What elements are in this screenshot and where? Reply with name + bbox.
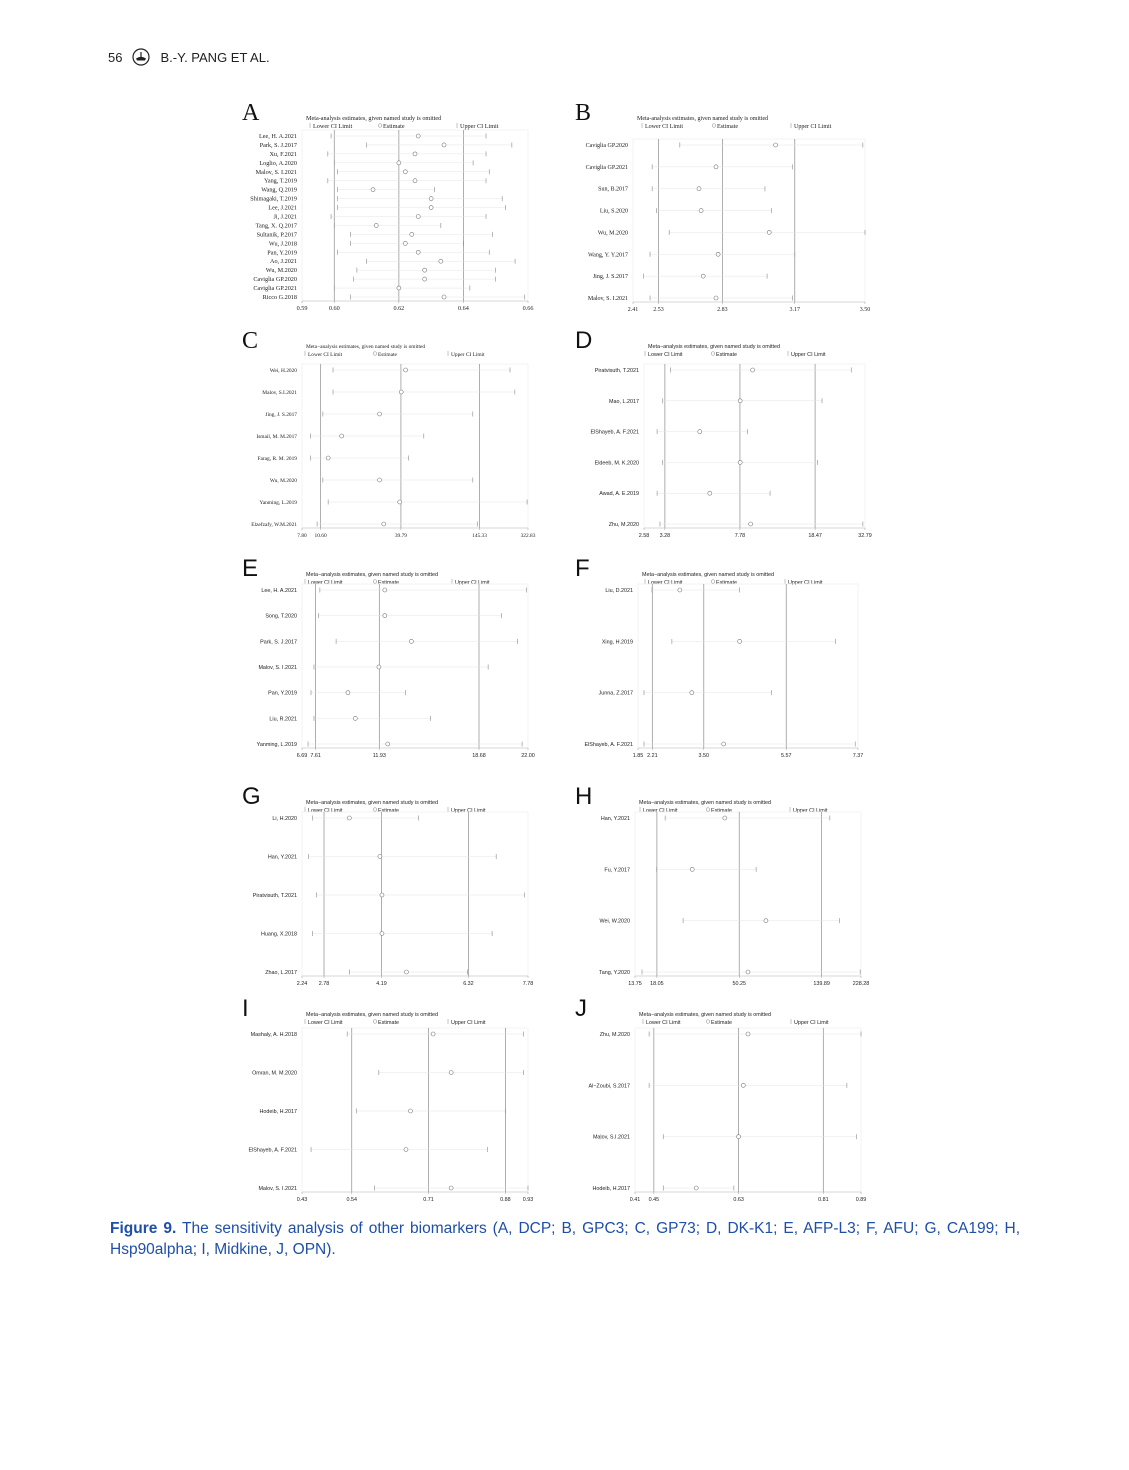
x-tick-label: 2.83	[717, 307, 728, 313]
x-tick-label: 0.81	[818, 1197, 829, 1203]
study-label: Wei, H.2020	[269, 368, 297, 374]
estimate-point	[690, 691, 694, 695]
study-label: Wu, M.2020	[265, 267, 297, 275]
running-header	[108, 47, 270, 67]
x-tick-label: 11.93	[372, 753, 386, 759]
study-label: Wei, W.2020	[599, 918, 630, 925]
study-label: Jing, J. S.2017	[592, 274, 628, 281]
study-label: Lee, H. A.2021	[259, 133, 297, 140]
estimate-point	[751, 368, 755, 372]
study-label: Wang, Q.2019	[261, 186, 297, 194]
figure-caption-text: The sensitivity analysis of other biomarkers (A, DCP; B, GPC3; C, GP73; D, DK-K1; E, AFP-L3; F, AFU; G, CA199; H, Hsp90alpha; I, Midkine, J, OPN).	[110, 1220, 1020, 1258]
legend-label: Lower CI Limit	[646, 1020, 681, 1026]
x-tick-label: 7.78	[522, 981, 534, 987]
study-label: Malov, S. I.2021	[258, 1186, 297, 1192]
x-tick-label: 0.54	[346, 1197, 357, 1203]
estimate-point	[746, 1032, 750, 1036]
x-tick-label: 322.83	[520, 533, 536, 539]
estimate-point	[439, 259, 443, 263]
estimate-point	[737, 1135, 741, 1139]
study-label: Yang, T.2019	[263, 177, 297, 185]
panel-title: Meta−analysis estimates, given named study is omitted	[306, 572, 438, 578]
legend-label: Lower CI Limit	[308, 1020, 343, 1026]
study-label: Malov, S. I.2021	[258, 665, 297, 671]
x-tick-label: 2.53	[653, 307, 664, 313]
panel-F	[563, 548, 883, 770]
study-label: Wu, M.2020	[597, 230, 628, 237]
estimate-legend-icon	[373, 808, 377, 812]
legend-label: Upper CI Limit	[460, 123, 499, 130]
study-label: Wu, J.2018	[268, 240, 297, 248]
estimate-point	[416, 215, 420, 219]
estimate-point	[764, 919, 768, 923]
x-tick-label: 10.60	[314, 533, 327, 539]
panel-H	[563, 776, 883, 998]
estimate-point	[698, 430, 702, 434]
x-tick-label: 39.79	[394, 533, 407, 539]
panel-title: Meta−analysis estimates, given named study is omitted	[639, 800, 771, 806]
study-label: Sultanik, P.2017	[256, 231, 297, 239]
plot-frame	[644, 364, 865, 528]
legend-label: Estimate	[383, 123, 405, 130]
estimate-point	[380, 932, 384, 936]
study-label: Han, Y.2021	[600, 816, 630, 822]
estimate-point	[749, 522, 753, 526]
estimate-point	[431, 1032, 435, 1036]
study-label: Jing, J. S.2017	[265, 412, 297, 418]
x-tick-label: 3.50	[698, 753, 710, 759]
study-label: Ricco G.2018	[262, 294, 297, 301]
x-tick-label: 0.66	[522, 305, 534, 312]
study-label: Wu, M.2020	[269, 478, 297, 484]
estimate-point	[409, 639, 413, 643]
study-label: Loglio, A.2020	[259, 159, 297, 167]
figure-caption-label: Figure 9.	[110, 1220, 177, 1237]
legend-label: Lower CI Limit	[313, 123, 353, 130]
estimate-point	[326, 456, 330, 460]
study-label: Zhu, M.2020	[599, 1032, 630, 1038]
estimate-point	[423, 277, 427, 281]
study-label: Ji, J.2021	[273, 213, 297, 221]
x-tick-label: 32.79	[858, 533, 872, 539]
legend-label: Upper CI Limit	[451, 352, 485, 358]
estimate-point	[413, 179, 417, 183]
plot-frame	[635, 1028, 861, 1192]
estimate-legend-icon	[711, 580, 715, 584]
x-tick-label: 3.17	[789, 307, 801, 313]
study-label: Malov, S. I.2021	[587, 296, 628, 302]
panel-B	[563, 92, 883, 314]
panel-letter: G	[242, 783, 261, 810]
study-label: Al−Zoubi, S.2017	[588, 1083, 630, 1090]
plot-frame	[302, 364, 528, 528]
panel-letter: E	[242, 555, 259, 582]
study-label: Malov, S.I.2021	[262, 390, 297, 396]
estimate-point	[347, 816, 351, 820]
study-label: Fu, Y.2017	[604, 867, 630, 874]
study-label: Shimagaki, T.2019	[250, 195, 297, 203]
estimate-point	[442, 143, 446, 147]
x-tick-label: 18.05	[650, 981, 664, 987]
estimate-point	[404, 1148, 408, 1152]
plot-frame	[633, 139, 865, 302]
study-label: Zhu, M.2020	[608, 522, 639, 528]
estimate-point	[410, 232, 414, 236]
study-label: Park, S. J.2017	[260, 639, 297, 646]
x-tick-label: 2.58	[638, 533, 650, 539]
x-tick-label: 18.47	[808, 533, 822, 539]
x-tick-label: 2.24	[296, 981, 308, 987]
estimate-point	[714, 296, 718, 300]
estimate-point	[442, 295, 446, 299]
panel-J	[563, 988, 883, 1210]
study-label: Caviglia GP.2021	[585, 164, 628, 171]
study-label: Farag, R. M. 2019	[257, 456, 297, 462]
estimate-point	[382, 522, 386, 526]
legend-label: Upper CI Limit	[451, 808, 486, 814]
panel-D	[563, 320, 883, 542]
study-label: Park, S. J.2017	[259, 141, 297, 149]
estimate-point	[429, 197, 433, 201]
legend-label: Estimate	[711, 808, 732, 814]
study-label: Piratvisuth, T.2021	[594, 368, 639, 374]
estimate-point	[416, 134, 420, 138]
estimate-point	[408, 1109, 412, 1113]
estimate-point	[694, 1186, 698, 1190]
figure-9	[230, 92, 900, 1210]
estimate-point	[699, 209, 703, 213]
panel-title: Meta-analysis estimates, given named study is omitted	[637, 116, 769, 122]
estimate-point	[397, 286, 401, 290]
x-tick-label: 7.80	[297, 533, 307, 539]
estimate-point	[383, 614, 387, 618]
study-label: Song, T.2020	[265, 613, 297, 620]
estimate-point	[371, 188, 375, 192]
x-tick-label: 0.88	[500, 1197, 511, 1203]
estimate-point	[398, 500, 402, 504]
panel-letter: F	[575, 555, 590, 582]
x-tick-label: 7.78	[734, 533, 746, 539]
x-tick-label: 6.69	[296, 753, 308, 759]
estimate-legend-icon	[373, 1020, 377, 1024]
study-label: Mashaly, A. H.2018	[250, 1032, 297, 1038]
estimate-point	[449, 1071, 453, 1075]
study-label: ElShayeb, A. F.2021	[248, 1147, 297, 1154]
estimate-point	[690, 867, 694, 871]
x-tick-label: 2.41	[627, 307, 639, 313]
publisher-logo-icon	[132, 48, 150, 66]
estimate-legend-icon	[711, 352, 715, 356]
panel-E	[230, 548, 540, 770]
estimate-point	[697, 187, 701, 191]
x-tick-label: 0.63	[733, 1197, 744, 1203]
plot-frame	[302, 1028, 528, 1192]
plot-frame	[635, 812, 861, 976]
x-tick-label: 0.43	[296, 1197, 308, 1203]
legend-label: Upper CI Limit	[793, 808, 828, 814]
panel-letter: A	[242, 100, 260, 126]
x-tick-label: 0.59	[296, 305, 308, 312]
study-label: Hodeib, H.2017	[259, 1109, 297, 1115]
legend-label: Estimate	[711, 1020, 732, 1026]
estimate-legend-icon	[378, 124, 382, 128]
legend-label: Upper CI Limit	[794, 124, 832, 130]
panel-C	[230, 320, 540, 542]
panel-title: Meta−analysis estimates, given named study is omitted	[306, 800, 438, 806]
estimate-legend-icon	[373, 352, 377, 356]
legend-label: Upper CI Limit	[455, 580, 490, 586]
study-label: Ismail, M. M.2017	[256, 434, 297, 440]
estimate-point	[404, 368, 408, 372]
panel-title: Meta−analysis estimates, given named study is omitted	[639, 1012, 771, 1018]
estimate-point	[380, 893, 384, 897]
x-tick-label: 13.75	[628, 981, 642, 987]
x-tick-label: 0.89	[855, 1197, 867, 1203]
estimate-point	[449, 1186, 453, 1190]
plot-frame	[638, 584, 858, 748]
estimate-point	[708, 491, 712, 495]
legend-label: Upper CI Limit	[794, 1020, 829, 1026]
legend-label: Lower CI Limit	[308, 808, 343, 814]
panel-letter: B	[575, 100, 592, 126]
estimate-point	[353, 716, 357, 720]
estimate-point	[738, 460, 742, 464]
panel-letter: I	[242, 995, 249, 1022]
legend-label: Upper CI Limit	[791, 352, 826, 358]
estimate-legend-icon	[373, 580, 377, 584]
study-label: Lee, H. A.2021	[261, 588, 297, 594]
x-tick-label: 1.85	[632, 753, 644, 759]
legend-label: Lower CI Limit	[308, 580, 343, 586]
estimate-point	[716, 252, 720, 256]
panel-title: Meta−analysis estimates, given named study is omitted	[642, 572, 774, 578]
study-label: Pan, Y.2019	[267, 249, 297, 257]
x-tick-label: 228.28	[852, 981, 870, 987]
study-label: Awad, A. E.2019	[599, 491, 639, 498]
estimate-legend-icon	[712, 124, 716, 128]
study-label: Omran, M. M.2020	[252, 1070, 297, 1077]
plot-frame	[302, 584, 528, 748]
estimate-point	[383, 588, 387, 592]
plot-frame	[302, 812, 528, 976]
estimate-point	[678, 588, 682, 592]
legend-label: Estimate	[378, 580, 399, 586]
legend-label: Estimate	[378, 1020, 399, 1026]
running-header-authors: B.-Y. PANG ET AL.	[160, 49, 270, 65]
legend-label: Estimate	[378, 808, 399, 814]
study-label: Liu, R.2021	[269, 716, 297, 723]
estimate-point	[397, 161, 401, 165]
estimate-point	[403, 170, 407, 174]
x-tick-label: 2.78	[318, 981, 330, 987]
x-tick-label: 7.37	[852, 753, 864, 759]
panel-G	[230, 776, 540, 998]
estimate-legend-icon	[706, 808, 710, 812]
estimate-point	[413, 152, 417, 156]
legend-label: Lower CI Limit	[308, 352, 343, 358]
panel-title: Meta−analysis estimates, given named study is omitted	[306, 344, 426, 350]
x-tick-label: 4.19	[376, 981, 387, 987]
study-label: ElShayeb, A. F.2021	[584, 742, 633, 748]
x-tick-label: 50.25	[732, 981, 746, 987]
legend-label: Estimate	[378, 352, 397, 358]
x-tick-label: 139.89	[813, 981, 830, 987]
study-label: Liu, D.2021	[605, 588, 633, 594]
study-label: Han, Y.2021	[267, 854, 297, 861]
estimate-point	[423, 268, 427, 272]
estimate-point	[741, 1083, 745, 1087]
legend-label: Lower CI Limit	[643, 808, 678, 814]
study-label: Malov, S. I.2021	[255, 168, 297, 176]
study-label: Huang, X.2018	[261, 931, 297, 938]
panel-A	[230, 92, 540, 314]
study-label: Caviglia GP.2021	[253, 285, 297, 293]
estimate-point	[374, 223, 378, 227]
study-label: Zhao, L.2017	[265, 970, 297, 976]
panel-letter: D	[575, 327, 593, 354]
estimate-point	[722, 742, 726, 746]
estimate-point	[403, 241, 407, 245]
study-label: Eldeeb, M. K.2020	[594, 460, 639, 467]
legend-label: Estimate	[717, 124, 738, 130]
x-tick-label: 0.41	[629, 1197, 641, 1203]
legend-label: Lower CI Limit	[648, 580, 683, 586]
estimate-legend-icon	[706, 1020, 710, 1024]
estimate-point	[340, 434, 344, 438]
study-label: Pan, Y.2019	[268, 690, 297, 697]
estimate-point	[386, 742, 390, 746]
x-tick-label: 2.21	[647, 753, 658, 759]
panel-title: Meta−analysis estimates, given named study is omitted	[306, 1012, 438, 1018]
panel-title: Meta−analysis estimates, given named study is omitted	[648, 344, 780, 350]
panel-I	[230, 988, 540, 1210]
x-tick-label: 145.33	[472, 533, 487, 539]
estimate-point	[346, 691, 350, 695]
study-label: Caviglia GP.2020	[585, 143, 628, 149]
x-tick-label: 0.64	[458, 305, 469, 312]
panel-title: Meta-analysis estimates, given named study is omitted	[306, 115, 442, 122]
study-label: Junna, Z.2017	[598, 690, 633, 697]
estimate-point	[404, 970, 408, 974]
panel-letter: J	[575, 995, 587, 1022]
study-label: Wang, Y. Y.2017	[587, 252, 628, 259]
legend-label: Lower CI Limit	[648, 352, 683, 358]
estimate-point	[377, 665, 381, 669]
study-label: Malov, S.I.2021	[592, 1134, 630, 1141]
estimate-point	[378, 855, 382, 859]
estimate-point	[399, 390, 403, 394]
x-tick-label: 6.32	[463, 981, 474, 987]
legend-label: Lower CI Limit	[645, 124, 683, 130]
estimate-point	[714, 165, 718, 169]
x-tick-label: 0.93	[522, 1197, 534, 1203]
estimate-point	[767, 230, 771, 234]
figure-caption	[110, 1218, 1020, 1260]
estimate-point	[723, 816, 727, 820]
study-label: Piratvisuth, T.2021	[252, 893, 297, 899]
study-label: ElShayeb, A. F.2021	[590, 429, 639, 436]
study-label: Ao, J.2021	[270, 258, 297, 266]
x-tick-label: 0.71	[423, 1197, 434, 1203]
study-label: Tang, X. Q.2017	[255, 222, 297, 230]
estimate-point	[746, 970, 750, 974]
study-label: Li, H.2020	[272, 816, 297, 822]
panel-letter: C	[242, 328, 259, 354]
x-tick-label: 3.28	[659, 533, 671, 539]
study-label: Hodeib, H.2017	[592, 1186, 630, 1192]
study-label: Mao, L.2017	[609, 398, 639, 405]
panel-letter: H	[575, 783, 593, 810]
x-tick-label: 5.57	[781, 753, 792, 759]
study-label: Yanming, L.2019	[256, 742, 297, 748]
study-label: Elzefzafy, W.M.2021	[251, 522, 297, 528]
estimate-point	[774, 143, 778, 147]
x-tick-label: 0.62	[393, 305, 405, 312]
estimate-point	[738, 399, 742, 403]
study-label: Sun, B.2017	[598, 186, 628, 193]
estimate-point	[701, 274, 705, 278]
study-label: Tang, Y.2020	[599, 970, 630, 976]
page-number: 56	[108, 49, 123, 65]
study-label: Xu, F.2021	[269, 150, 297, 158]
study-label: Caviglia GP.2020	[253, 276, 297, 284]
x-tick-label: 22.00	[521, 753, 535, 759]
study-label: Xing, H.2019	[601, 639, 633, 646]
estimate-point	[378, 478, 382, 482]
legend-label: Estimate	[716, 352, 737, 358]
x-tick-label: 7.61	[310, 753, 321, 759]
study-label: Liu, S.2020	[599, 208, 628, 215]
legend-label: Upper CI Limit	[451, 1020, 486, 1026]
study-label: Yanming, L.2019	[259, 500, 297, 506]
legend-label: Upper CI Limit	[788, 580, 823, 586]
estimate-point	[429, 206, 433, 210]
x-tick-label: 0.45	[648, 1197, 660, 1203]
legend-label: Estimate	[716, 580, 737, 586]
study-label: Lee, J.2021	[268, 204, 297, 212]
x-tick-label: 18.68	[472, 753, 486, 759]
x-tick-label: 3.50	[859, 307, 871, 313]
estimate-point	[416, 250, 420, 254]
estimate-point	[378, 412, 382, 416]
x-tick-label: 0.60	[328, 305, 340, 312]
estimate-point	[738, 639, 742, 643]
